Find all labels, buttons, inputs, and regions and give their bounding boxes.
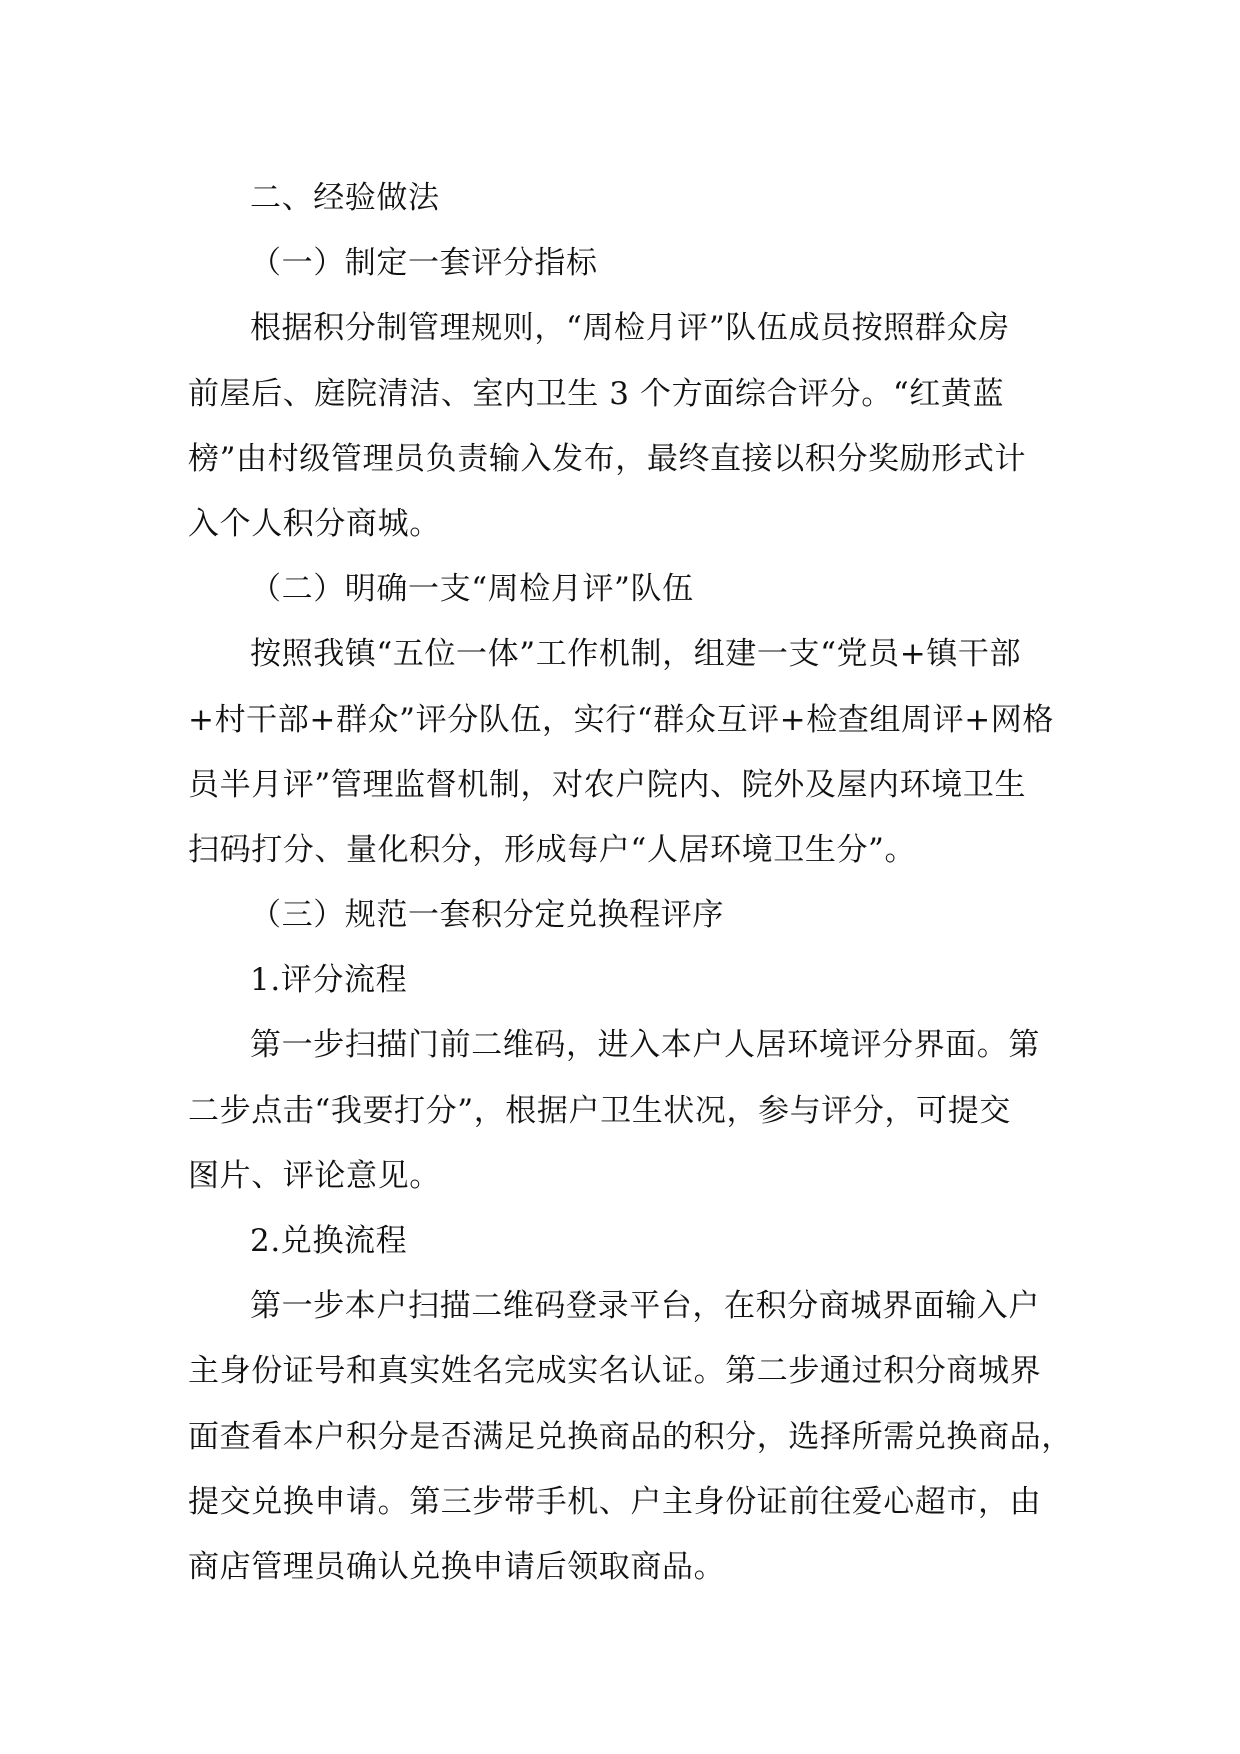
paragraph-line: 图片、评论意见。 (188, 1157, 441, 1194)
paragraph-line: 二步点击“我要打分”，根据户卫生状况，参与评分，可提交 (188, 1092, 1011, 1129)
paragraph-line: 员半月评”管理监督机制，对农户院内、院外及屋内环境卫生 (188, 766, 1027, 803)
paragraph-line: 提交兑换申请。第三步带手机、户主身份证前往爱心超市，由 (188, 1483, 1042, 1520)
paragraph-line: 入个人积分商城。 (188, 505, 441, 542)
subsection-heading-1: （一）制定一套评分指标 (250, 245, 598, 282)
paragraph-line: 商店管理员确认兑换申请后领取商品。 (188, 1548, 726, 1585)
paragraph-line: +村干部+群众”评分队伍，实行“群众互评+检查组周评+网格 (188, 701, 1054, 738)
item-heading-scoring-process: 1.评分流程 (250, 962, 408, 999)
paragraph-line: 第一步本户扫描二维码登录平台，在积分商城界面输入户 (250, 1288, 1040, 1325)
paragraph-exchange-process (188, 1274, 1072, 1600)
paragraph-team (188, 622, 1072, 883)
paragraph-scoring-indicators (188, 296, 1072, 557)
paragraph-line: 主身份证号和真实姓名完成实名认证。第二步通过积分商城界 (188, 1353, 1042, 1390)
paragraph-line: 扫码打分、量化积分，形成每户“人居环境卫生分”。 (188, 831, 917, 868)
paragraph-line: 按照我镇“五位一体”工作机制，组建一支“党员+镇干部 (250, 636, 1022, 673)
paragraph-line: 根据积分制管理规则，“周检月评”队伍成员按照群众房 (250, 310, 1010, 347)
paragraph-line: 前屋后、庭院清洁、室内卫生 3 个方面综合评分。“红黄蓝 (188, 375, 1005, 412)
paragraph-line: 榜”由村级管理员负责输入发布，最终直接以积分奖励形式计 (188, 440, 1027, 477)
section-heading: 二、经验做法 (250, 180, 440, 216)
subsection-heading-3: （三）规范一套积分定兑换程评序 (250, 897, 724, 934)
paragraph-line: 面查看本户积分是否满足兑换商品的积分，选择所需兑换商品， (188, 1418, 1073, 1455)
subsection-heading-2: （二）明确一支“周检月评”队伍 (250, 571, 694, 608)
paragraph-line: 第一步扫描门前二维码，进入本户人居环境评分界面。第 (250, 1027, 1040, 1064)
item-heading-exchange-process: 2.兑换流程 (250, 1223, 408, 1259)
document-body (188, 166, 1072, 1600)
paragraph-scoring-process (188, 1013, 1072, 1209)
